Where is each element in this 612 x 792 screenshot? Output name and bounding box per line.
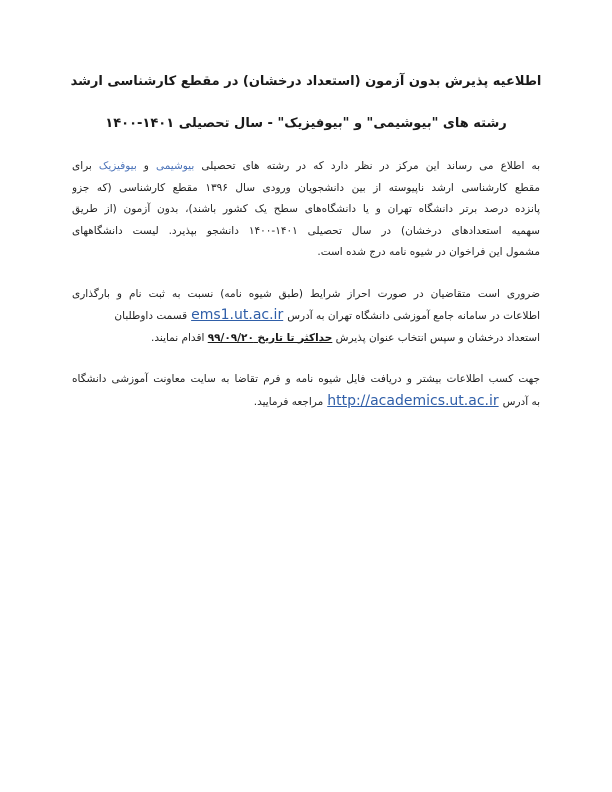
registration-line-3	[72, 328, 540, 350]
field-biochemistry: بیوشیمی	[155, 160, 195, 172]
registration-text-2-end: اقدام نمایند.	[151, 331, 208, 344]
field-biophysics: بیوفیزیک	[98, 160, 137, 172]
registration-text: اطلاعات در سامانه جامع آموزشی دانشگاه تهران به آدرس	[287, 310, 540, 322]
registration-line-2	[72, 305, 540, 328]
intro-text-end: برای	[72, 160, 99, 172]
info-text: به آدرس	[502, 395, 540, 408]
academics-link[interactable]: http://academics.ut.ac.ir	[327, 392, 499, 409]
paragraph-more-info	[72, 369, 540, 413]
intro-line-5: مشمول این فراخوان در شیوه نامه درج شده است.	[317, 246, 540, 258]
deadline-date: حداکثر تا تاریخ ۹۹/۰۹/۲۰	[207, 331, 333, 344]
intro-line-3: پانزده درصد برتر دانشگاه تهران و یا دانشگاه‌های سطح یک کشور باشند)، بدون آزمون (از طریق	[72, 203, 540, 215]
intro-conjunction: و	[136, 160, 156, 172]
announcement-title	[60, 72, 552, 134]
info-line-2	[72, 391, 540, 414]
info-text-end: مراجعه فرمایید.	[253, 395, 324, 408]
title-line-2: رشته های "بیوشیمی" و "بیوفیزیک" - سال تحصیلی ۱۴۰۱-۱۴۰۰	[105, 116, 507, 131]
intro-text: به اطلاع می رساند این مرکز در نظر دارد که در رشته های تحصیلی	[194, 160, 540, 172]
intro-line-2: مقطع کارشناسی ارشد ناپیوسته از بین دانشجویان ورودی سال ۱۳۹۶ مقطع کارشناسی (که جزو	[72, 181, 540, 194]
paragraph-registration	[72, 284, 540, 350]
registration-line-1: ضروری است متقاضیان در صورت احراز شرایط (طبق شیوه نامه) نسبت به ثبت نام و بارگذاری	[72, 287, 540, 300]
paragraph-intro	[72, 156, 540, 264]
announcement-body	[72, 156, 540, 433]
registration-text-2: استعداد درخشان و سپس انتخاب عنوان پذیرش	[332, 331, 540, 344]
ems-link[interactable]: ems1.ut.ac.ir	[191, 307, 284, 323]
info-line-1: جهت کسب اطلاعات بیشتر و دریافت فایل شیوه نامه و فرم تقاضا به سایت معاونت آموزشی دانشگاه	[72, 373, 540, 385]
registration-text-end: قسمت داوطلبان	[114, 310, 188, 322]
intro-line-4: سهمیه استعدادهای درخشان) در سال تحصیلی ۱۴۰۱-۱۴۰۰ دانشجو بپذیرد. لیست دانشگاههای	[72, 224, 540, 237]
title-line-1: اطلاعیه پذیرش بدون آزمون (استعداد درخشان) در مقطع کارشناسی ارشد	[70, 74, 542, 89]
intro-line-1	[72, 156, 540, 178]
